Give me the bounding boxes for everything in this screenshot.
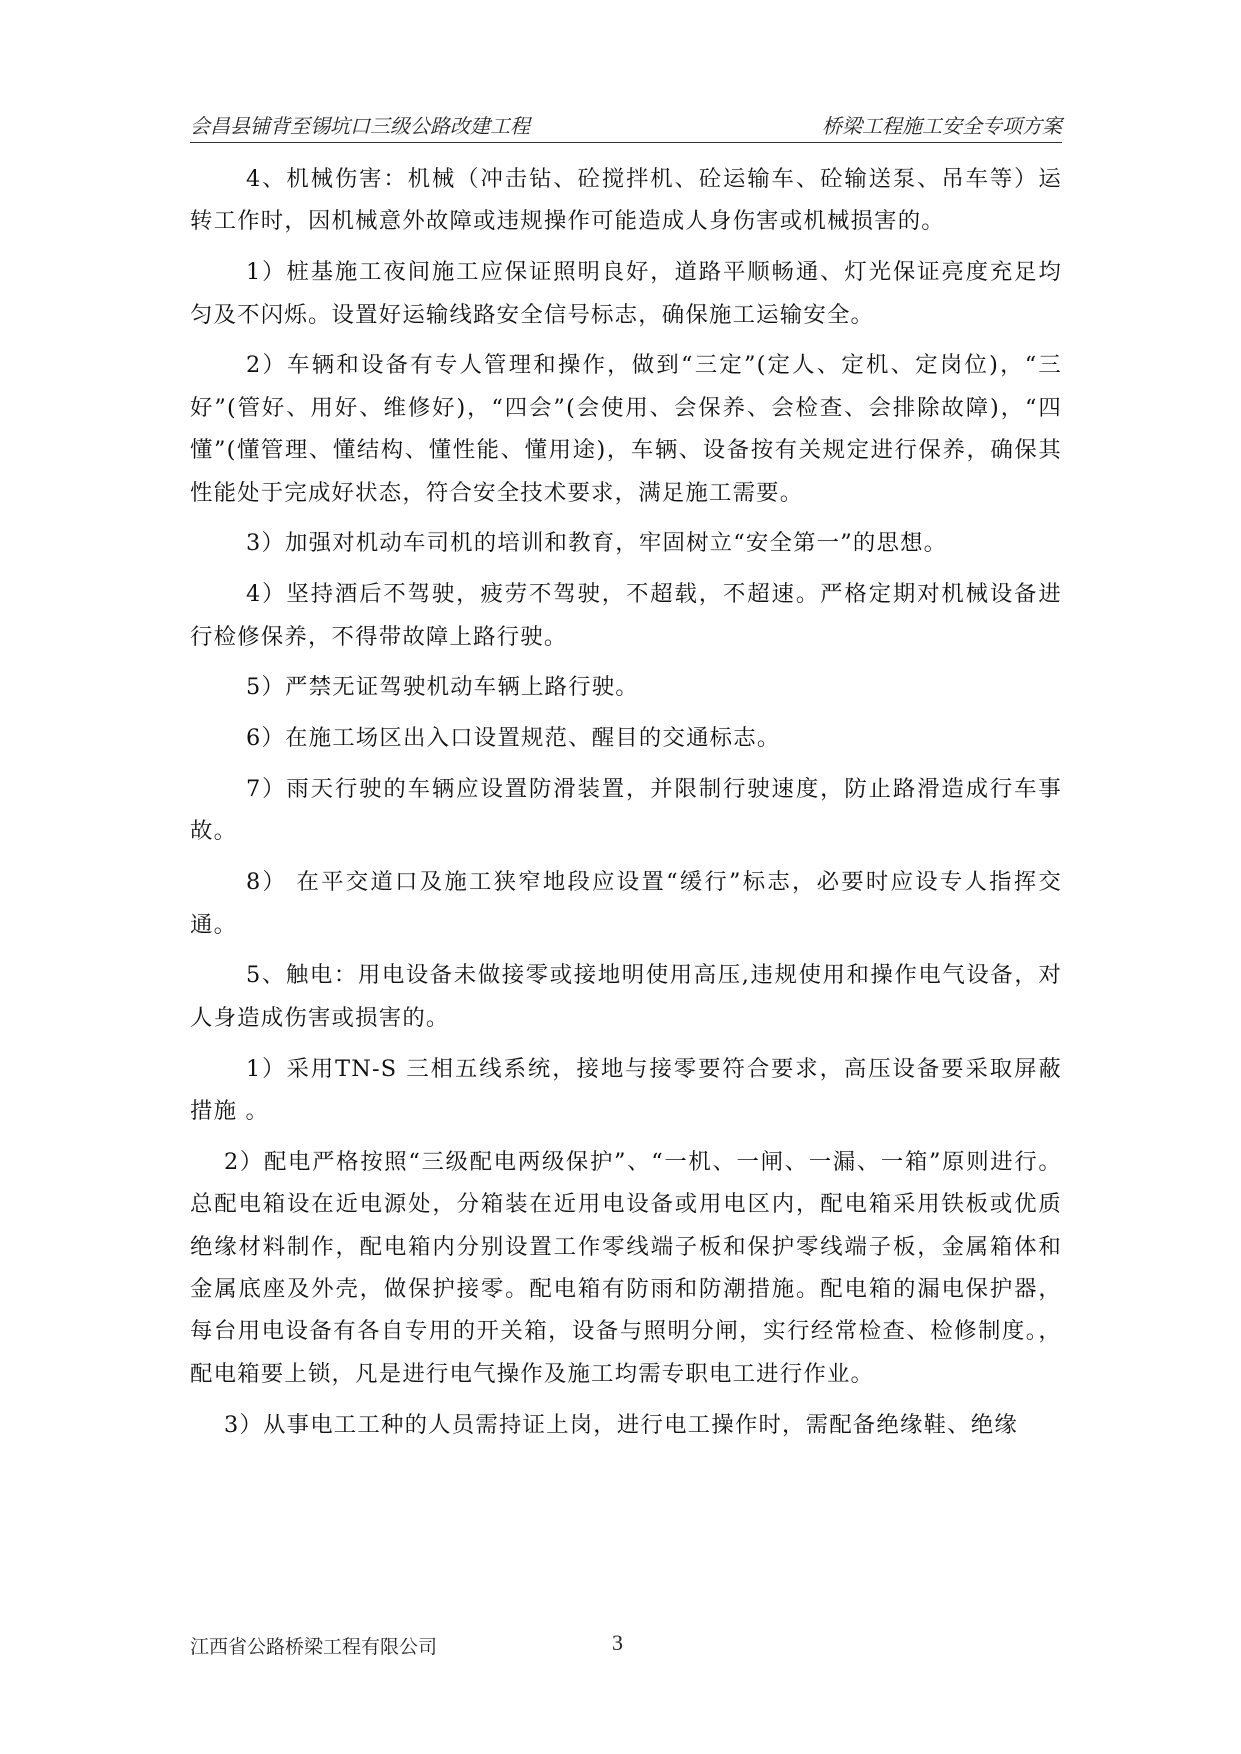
header-document-title: 桥梁工程施工安全专项方案: [822, 114, 1062, 138]
paragraph-item-8: 8） 在平交道口及施工狭窄地段应设置“缓行”标志，必要时应设专人指挥交通。: [190, 869, 1062, 938]
paragraph-mechanical-injury: 4、机械伤害：机械（冲击钻、砼搅拌机、砼运输车、砼输送泵、吊车等）运转工作时，因机械意外故障或违规操作可能造成人身伤害或机械损害的。: [190, 166, 1062, 235]
paragraph-item-6: 6）在施工场区出入口设置规范、醒目的交通标志。: [246, 725, 781, 752]
paragraph-shock-item-1: 1）采用TN-S 三相五线系统，接地与接零要符合要求，高压设备要采取屏蔽措施 。: [190, 1055, 1062, 1125]
paragraph-electric-shock: 5、触电：用电设备未做接零或接地明使用高压,违规使用和操作电气设备，对人身造成伤害或损害的。: [190, 962, 1062, 1031]
page-header: [190, 108, 1062, 143]
paragraph-item-2: 2）车辆和设备有专人管理和操作，做到“三定”(定人、定机、定岗位)，“三好”(管好、用好、维修好)，“四会”(会使用、会保养、会检查、会排除故障)，“四懂”(懂管理、懂结构、懂性能、懂用途)，车辆、设备按有关规定进行保养，确保其性能处于完成好状态，符合安全技术要求，满足施工需要。: [190, 352, 1062, 506]
page-number: 3: [612, 1630, 623, 1655]
paragraph-item-3: 3）加强对机动车司机的培训和教育，牢固树立“安全第一”的思想。: [246, 530, 948, 557]
paragraph-item-4: 4）坚持酒后不驾驶，疲劳不驾驶，不超载，不超速。严格定期对机械设备进行检修保养，不得带故障上路行驶。: [190, 581, 1062, 650]
header-project-title: 会昌县铺背至锡坑口三级公路改建工程: [190, 114, 530, 138]
paragraph-item-5: 5）严禁无证驾驶机动车辆上路行驶。: [246, 674, 639, 701]
paragraph-item-7: 7）雨天行驶的车辆应设置防滑装置，并限制行驶速度，防止路滑造成行车事故。: [190, 776, 1062, 845]
paragraph-item-1: 1）桩基施工夜间施工应保证照明良好，道路平顺畅通、灯光保证亮度充足均匀及不闪烁。设置好运输线路安全信号标志，确保施工运输安全。: [190, 259, 1062, 328]
paragraph-shock-item-2: 2）配电严格按照“三级配电两级保护”、“一机、一闸、一漏、一箱”原则进行。 总配电箱设在近电源处，分箱装在近用电设备或用电区内，配电箱采用铁板或优质绝缘材料制作，配电箱内分别设置工作零线端子板和保护零线端子板，金属箱体和金属底座及外壳，做保护接零。配电箱有防雨和防潮措施。配电箱的漏电保护器，每台用电设备有各自专用的开关箱，设备与照明分闸，实行经常检查、检修制度。，配电箱要上锁，凡是进行电气操作及施工均需专职电工进行作业。: [190, 1148, 1062, 1387]
footer-company: 江西省公路桥梁工程有限公司: [190, 1636, 438, 1658]
paragraph-shock-item-3: 3）从事电工工种的人员需持证上岗，进行电工操作时，需配备绝缘鞋、绝缘: [224, 1411, 1018, 1438]
body-text: [190, 158, 1062, 1454]
